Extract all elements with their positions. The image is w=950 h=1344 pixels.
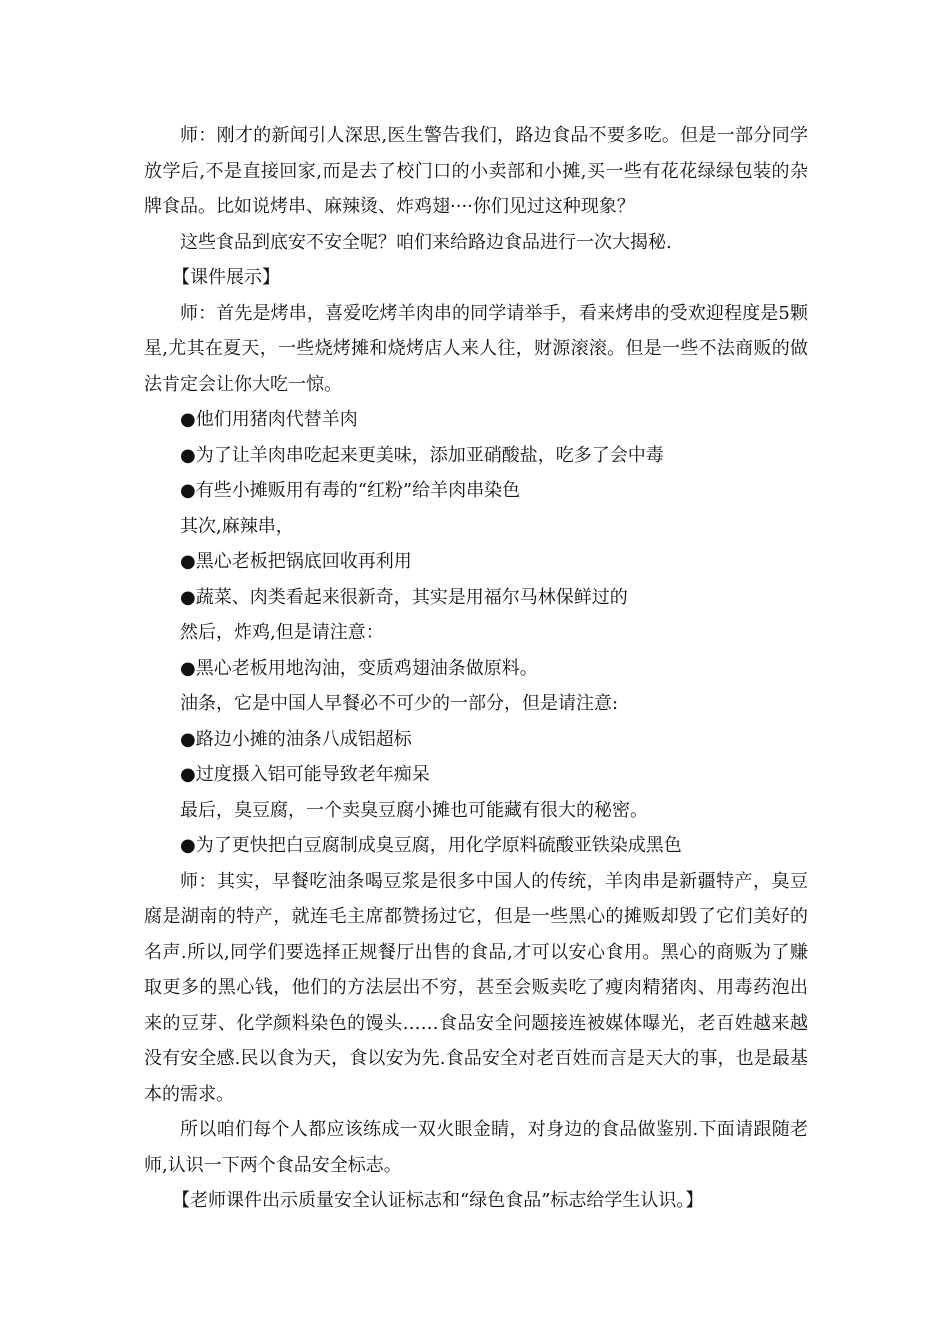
heading-courseware: 【课件展示】	[172, 267, 280, 288]
bullet-item: ●他们用猪肉代替羊肉	[180, 409, 358, 430]
paragraph-question: 这些食品到底安不安全呢？咱们来给路边食品进行一次大揭秘.	[180, 231, 672, 253]
bullet-item: ●黑心老板把锅底回收再利用	[180, 551, 412, 572]
paragraph-intro: 师：刚才的新闻引人深思,医生警告我们，路边食品不要多吃。但是一部分同学放学后,不是直接回家,而是去了校门口的小卖部和小摊,买一些有花花绿绿包装的杂牌食品。比如说烤串、麻辣烫、炸鸡翅····你们见过这种现象？	[144, 125, 808, 217]
bullet-item: ●为了更快把白豆腐制成臭豆腐，用化学原料硫酸亚铁染成黑色	[180, 835, 682, 856]
paragraph-stinky-tofu: 最后，臭豆腐，一个卖臭豆腐小摊也可能藏有很大的秘密。	[180, 799, 648, 821]
bullet-item: ●有些小摊贩用有毒的“红粉”给羊肉串染色	[180, 480, 521, 501]
document-page	[144, 118, 808, 1219]
bullet-item: ●蔬菜、肉类看起来很新奇，其实是用福尔马林保鲜过的	[180, 586, 628, 608]
paragraph-kebab: 师：首先是烤串，喜爱吃烤羊肉串的同学请举手，看来烤串的受欢迎程度是5颗星,尤其在夏天，一些烧烤摊和烧烤店人来人往，财源滚滚。但是一些不法商贩的做法肯定会让你大吃一惊。	[144, 302, 808, 395]
bullet-item: ●过度摄入铝可能导致老年痴呆	[180, 764, 430, 785]
paragraph-conclusion: 师：其实，早餐吃油条喝豆浆是很多中国人的传统，羊肉串是新疆特产，臭豆腐是湖南的特产，就连毛主席都赞扬过它，但是一些黑心的摊贩却毁了它们美好的名声.所以,同学们要选择正规餐厅出售的食品,才可以安心食用。黑心的商贩为了赚取更多的黑心钱，他们的方法层出不穷，甚至会贩卖吃了瘦肉精猪肉、用毒药泡出来的豆芽、化学颜料染色的馒头……食品安全问题接连被媒体曝光，老百姓越来越没有安全感.民以食为天，食以安为先.食品安全对老百姓而言是天大的事，也是最基本的需求。	[144, 870, 808, 1105]
bullet-item: ●黑心老板用地沟油，变质鸡翅油条做原料。	[180, 657, 538, 679]
bullet-item: ●为了让羊肉串吃起来更美味，添加亚硝酸盐，吃多了会中毒	[180, 444, 664, 466]
paragraph-fried-chicken: 然后，炸鸡,但是请注意：	[180, 622, 384, 643]
paragraph-malatang: 其次,麻辣串，	[180, 515, 294, 537]
paragraph-youtiao: 油条，它是中国人早餐必不可少的一部分，但是请注意:	[180, 693, 619, 714]
note-courseware-marks: 【老师课件出示质量安全认证标志和“绿色食品”标志给学生认识。】	[172, 1190, 704, 1211]
bullet-item: ●路边小摊的油条八成铝超标	[180, 728, 412, 750]
paragraph-safety-marks: 所以咱们每个人都应该练成一双火眼金睛，对身边的食品做鉴别.下面请跟随老师,认识一下两个食品安全标志。	[144, 1119, 808, 1176]
